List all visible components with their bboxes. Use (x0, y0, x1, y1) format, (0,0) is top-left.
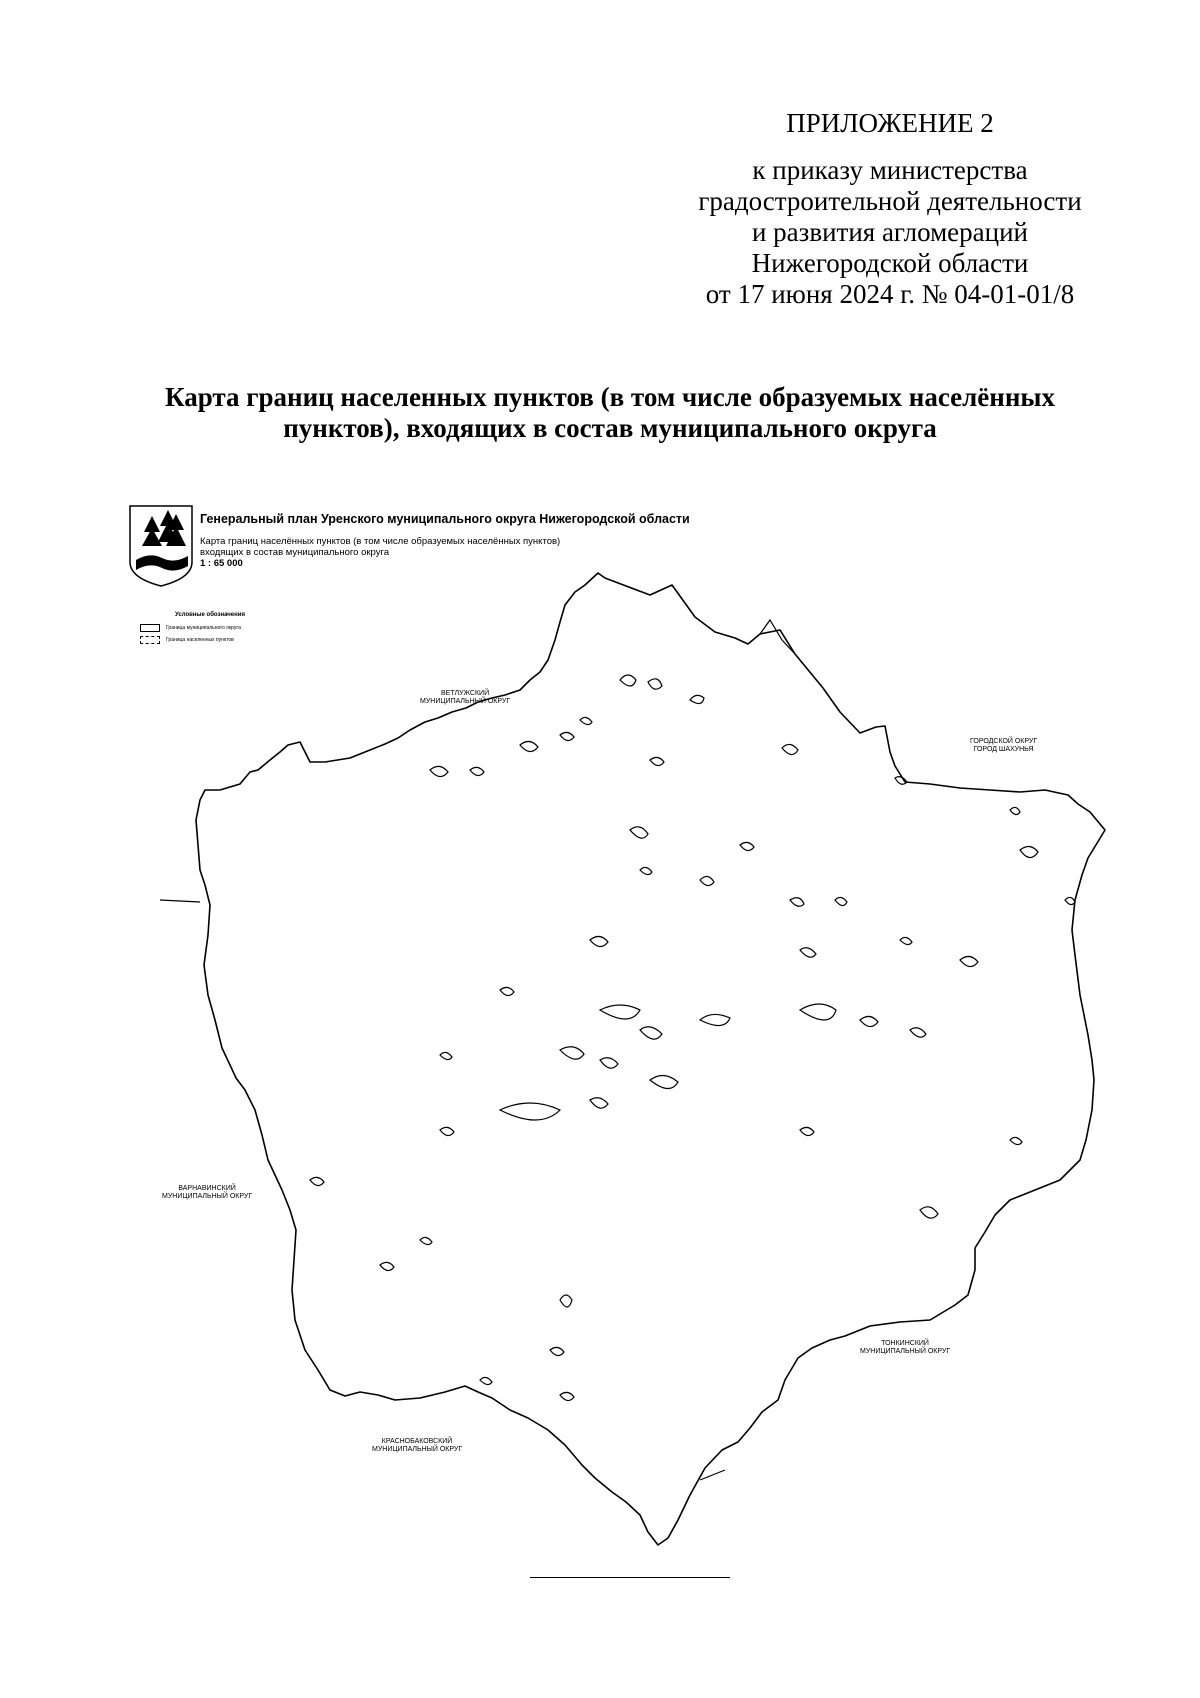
legend-item (140, 624, 280, 632)
settlement-outlines (310, 675, 1075, 1401)
map-title-line-2: входящих в состав муниципального округа (200, 547, 389, 558)
region-name: КРАСНОБАКОВСКИЙ (381, 1438, 453, 1445)
appendix-line-2: градостроительной деятельности (698, 186, 1082, 216)
region-type: МУНИЦИПАЛЬНЫЙ ОКРУГ (372, 1446, 463, 1453)
legend-label-settlement: Граница населенных пунктов (166, 637, 234, 643)
region-label-tonkinsky (860, 1340, 950, 1356)
appendix-line-3: и развития агломераций (751, 217, 1028, 247)
neighbor-boundary-north (760, 620, 795, 654)
region-label-varnavinsky (162, 1185, 252, 1201)
map-legend (140, 612, 280, 644)
region-label-shakhunya (970, 738, 1037, 754)
legend-title: Условные обозначения (175, 612, 245, 618)
coat-of-arms-icon (130, 506, 192, 586)
region-type: МУНИЦИПАЛЬНЫЙ ОКРУГ (162, 1193, 253, 1200)
region-name: ГОРОДСКОЙ ОКРУГ (970, 738, 1038, 745)
legend-swatch-district (140, 624, 160, 632)
region-label-vetluzhsky (420, 690, 510, 706)
footer-divider (530, 1577, 730, 1578)
legend-item (140, 636, 280, 644)
plan-title: Генеральный план Уренского муниципального округа Нижегородской области (200, 512, 690, 526)
map-header (200, 512, 690, 570)
document-title-line-2: пунктов), входящих в состав муниципального округа (283, 413, 937, 443)
appendix-line-4: Нижегородской области (751, 248, 1029, 278)
region-type: ГОРОД ШАХУНЬЯ (973, 746, 1034, 753)
region-name: ТОНКИНСКИЙ (881, 1340, 929, 1347)
legend-label-district: Граница муниципального округа (166, 625, 241, 631)
appendix-line-5: от 17 июня 2024 г. № 04-01-01/8 (705, 279, 1075, 309)
neighbor-boundary-west (160, 900, 200, 902)
region-name: ВАРНАВИНСКИЙ (178, 1185, 236, 1192)
region-type: МУНИЦИПАЛЬНЫЙ ОКРУГ (420, 698, 511, 705)
document-title-line-1: Карта границ населенных пунктов (в том числе образуемых населённых (165, 382, 1055, 412)
map-title-line-1: Карта границ населённых пунктов (в том числе образуемых населённых пунктов) (200, 536, 561, 547)
appendix-line-1: к приказу министерства (752, 155, 1028, 185)
region-label-krasnobakovsky (372, 1438, 462, 1454)
region-name: ВЕТЛУЖСКИЙ (441, 690, 490, 697)
region-type: МУНИЦИПАЛЬНЫЙ ОКРУГ (860, 1348, 951, 1355)
appendix-number: ПРИЛОЖЕНИЕ 2 (786, 108, 994, 138)
map-scale: 1 : 65 000 (200, 558, 243, 569)
legend-swatch-settlement (140, 636, 160, 644)
district-boundary (196, 573, 1105, 1545)
